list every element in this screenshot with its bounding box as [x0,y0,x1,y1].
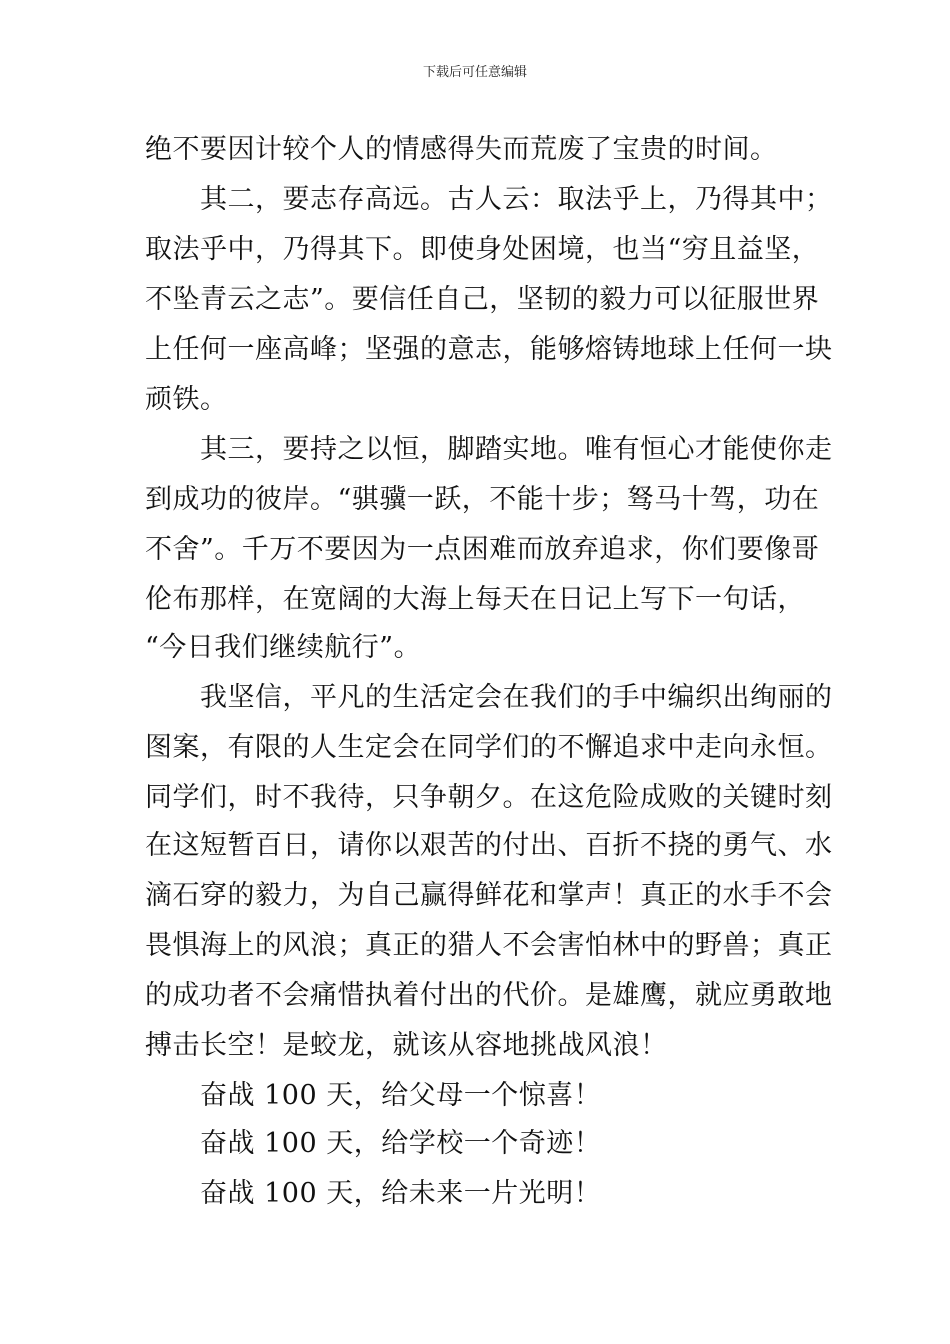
body-line: 畏惧海上的风浪；真正的猎人不会害怕林中的野兽；真正 [145,930,833,961]
body-line: 其二，要志存高远。古人云：取法乎上，乃得其中； [145,184,833,215]
body-line: 我坚信，平凡的生活定会在我们的手中编织出绚丽的 [145,682,833,713]
body-line: 上任何一座高峰；坚强的意志，能够熔铸地球上任何一块 [145,334,833,365]
body-line: 其三，要持之以恒，脚踏实地。唯有恒心才能使你走 [145,434,833,465]
body-line: 的成功者不会痛惜执着付出的代价。是雄鹰，就应勇敢地 [145,980,833,1011]
body-line: 滴石穿的毅力，为自己赢得鲜花和掌声！真正的水手不会 [145,880,833,911]
body-line: 奋战 100 天，给未来一片光明！ [145,1178,602,1209]
body-line: 不坠青云之志”。要信任自己，坚韧的毅力可以征服世界 [145,284,820,315]
body-line: 奋战 100 天，给学校一个奇迹！ [145,1128,602,1159]
body-line: 顽铁。 [145,384,228,415]
body-line: 在这短暂百日，请你以艰苦的付出、百折不挠的勇气、水 [145,830,833,861]
body-line: “今日我们继续航行”。 [145,632,422,663]
body-line: 搏击长空！是蛟龙，就该从容地挑战风浪！ [145,1030,668,1061]
body-line: 到成功的彼岸。“骐骥一跃，不能十步；驽马十驾，功在 [145,484,820,515]
body-line: 奋战 100 天，给父母一个惊喜！ [145,1080,602,1111]
body-line: 不舍”。千万不要因为一点困难而放弃追求，你们要像哥 [145,534,820,565]
body-line: 同学们，时不我待，只争朝夕。在这危险成败的关键时刻 [145,782,833,813]
body-line: 取法乎中，乃得其下。即使身处困境，也当“穷且益坚， [145,234,820,265]
body-line: 伦布那样，在宽阔的大海上每天在日记上写下一句话， [145,584,805,615]
body-line: 图案，有限的人生定会在同学们的不懈追求中走向永恒。 [145,732,833,763]
page-header: 下载后可任意编辑 [422,65,527,80]
body-line: 绝不要因计较个人的情感得失而荒废了宝贵的时间。 [145,134,778,165]
